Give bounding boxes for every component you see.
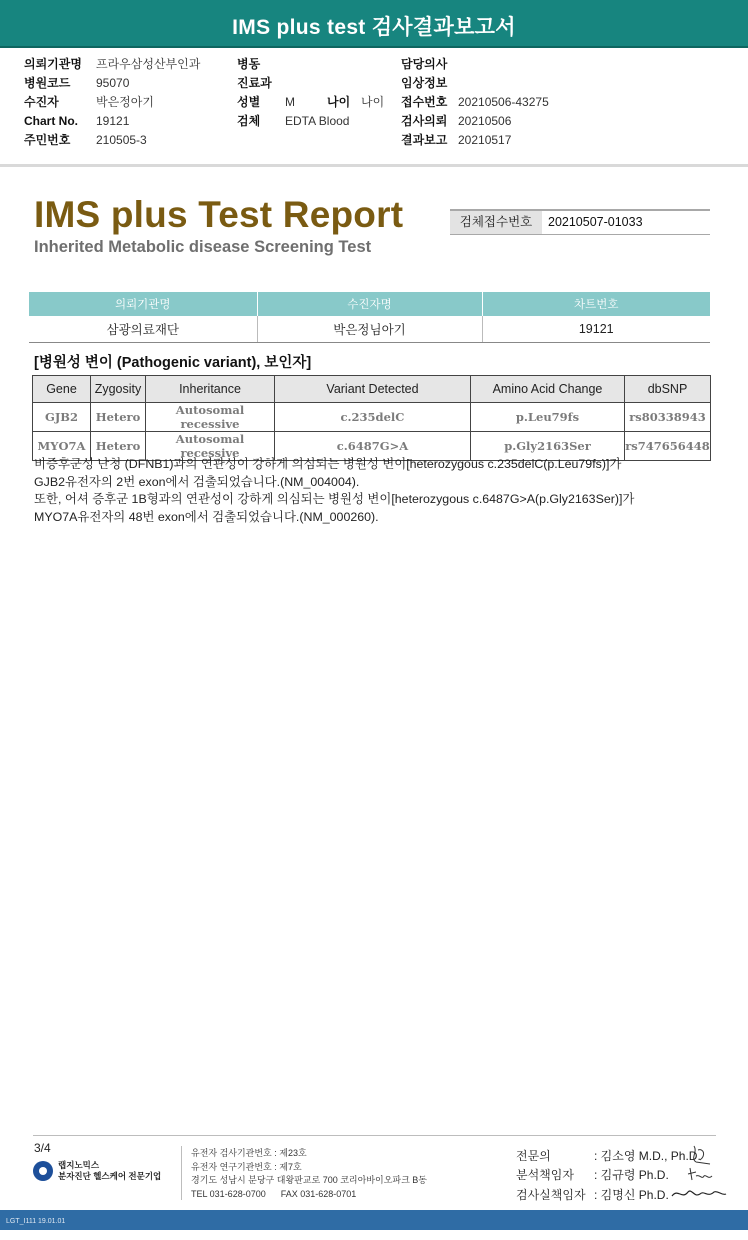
variant-header: Inheritance: [146, 376, 275, 403]
header-column-2: [237, 55, 384, 131]
variant-cell: GJB2: [33, 403, 91, 432]
header-key: Chart No.: [24, 114, 78, 128]
footer-divider: [33, 1135, 716, 1136]
variant-cell: p.Leu79fs: [471, 403, 625, 432]
header-key: 결과보고: [401, 133, 448, 147]
company-logo: [33, 1160, 161, 1182]
banner-title: IMS plus test 검사결과보고서: [232, 16, 516, 39]
header-value: 210505-3: [96, 133, 147, 147]
header-value: 20210506-43275: [458, 95, 549, 109]
signer-name: : 김규령 Ph.D.: [594, 1168, 669, 1182]
info-cell: 삼광의료재단: [29, 316, 257, 342]
header-value: 프라우삼성산부인과: [96, 57, 201, 71]
logo-icon: [33, 1161, 53, 1181]
license-info: [191, 1147, 427, 1201]
variant-cell: c.6487G>A: [275, 432, 471, 461]
form-code: LGT_I111 19.01.01: [6, 1218, 66, 1225]
report-title: IMS plus Test Report: [34, 194, 404, 235]
accession-box: [450, 209, 710, 235]
variant-header: dbSNP: [625, 376, 711, 403]
info-header: 의뢰기관명: [29, 292, 257, 316]
header-value: 박은정아기: [96, 95, 154, 109]
info-cell: 박은정님아기: [257, 316, 482, 342]
variant-table: [32, 375, 711, 461]
interpretation-line: MYO7A유전자의 48번 exon에서 검출되었습니다.(NM_000260).: [34, 509, 379, 524]
header-key: 담당의사: [401, 57, 448, 71]
report-subtitle: Inherited Metabolic disease Screening Test: [34, 238, 372, 256]
header-key: 병동: [237, 57, 261, 71]
variant-cell: p.Gly2163Ser: [471, 432, 625, 461]
accession-label: 검체접수번호: [450, 211, 542, 234]
variant-cell: Hetero: [91, 432, 146, 461]
header-divider: [0, 164, 748, 167]
header-value: 19121: [96, 114, 130, 128]
signature-3: [668, 1182, 730, 1204]
signer-role: 검사실책임자: [516, 1188, 586, 1202]
interpretation-line: GJB2유전자의 2번 exon에서 검출되었습니다.(NM_004004).: [34, 474, 360, 489]
header-value: M: [285, 95, 295, 109]
header-value: 20210517: [458, 133, 512, 147]
signer-row: [516, 1147, 701, 1164]
age-key: 나이: [327, 95, 351, 109]
interpretation-line: 또한, 어셔 증후군 1B형과의 연관성이 강하게 의심되는 병원성 변이[heterozygous c.6487G>A(p.Gly2163Ser)]가: [34, 492, 635, 506]
variant-cell: Hetero: [91, 403, 146, 432]
footer-vertical-divider: [181, 1146, 182, 1200]
header-key: 수진자: [24, 95, 59, 109]
variant-header-row: [33, 376, 711, 403]
header-value: 95070: [96, 76, 130, 90]
header-value: 20210506: [458, 114, 512, 128]
info-value-row: [29, 316, 710, 342]
header-key: 검체: [237, 114, 261, 128]
header-key: 의뢰기관명: [24, 57, 82, 71]
variant-header: Zygosity: [91, 376, 146, 403]
variant-cell: MYO7A: [33, 432, 91, 461]
license-line: 유전자 검사기관번호 : 제23호: [191, 1148, 307, 1158]
variant-header: Amino Acid Change: [471, 376, 625, 403]
license-line: 유전자 연구기관번호 : 제7호: [191, 1161, 302, 1172]
info-header: 차트번호: [482, 292, 710, 316]
header-column-1: [24, 55, 200, 150]
signer-role: 전문의: [516, 1149, 551, 1163]
signer-row: [516, 1186, 669, 1203]
header-key: 진료과: [237, 76, 272, 90]
logo-name: 랩지노믹스: [58, 1160, 100, 1170]
variant-cell: rs80338943: [625, 403, 711, 432]
age-value: 나이: [361, 95, 385, 109]
header-key: 검사의뢰: [401, 114, 448, 128]
interpretation-line: 비증후군성 난청 (DFNB1)과의 연관성이 강하게 의심되는 병원성 변이[heterozygous c.235delC(p.Leu79fs)]가: [34, 457, 622, 471]
table-row: [33, 403, 711, 432]
license-line: TEL 031-628-0700 FAX 031-628-0701: [191, 1188, 357, 1199]
accession-value: 20210507-01033: [548, 215, 643, 229]
variant-cell: Autosomal recessive: [146, 403, 275, 432]
variant-cell: rs747656448: [625, 432, 711, 461]
header-key: 임상정보: [401, 76, 448, 90]
header-key: 병원코드: [24, 76, 71, 90]
signer-role: 분석책임자: [516, 1168, 574, 1182]
variant-header: Variant Detected: [275, 376, 471, 403]
interpretation-text: [34, 456, 724, 526]
signer-name: : 김명신 Ph.D.: [594, 1188, 669, 1202]
logo-tagline: 분자진단 헬스케어 전문기업: [58, 1171, 162, 1181]
title-banner: [0, 0, 748, 48]
license-line: 경기도 성남시 분당구 대왕판교로 700 코리아바이오파크 B동: [191, 1175, 427, 1185]
header-key: 접수번호: [401, 95, 448, 109]
footer-bar: [0, 1210, 748, 1230]
section-title: [병원성 변이 (Pathogenic variant), 보인자]: [34, 355, 312, 371]
variant-cell: c.235delC: [275, 403, 471, 432]
info-cell: 19121: [482, 316, 710, 342]
patient-info-table: [29, 292, 710, 343]
signer-row: [516, 1166, 669, 1183]
header-value: EDTA Blood: [285, 114, 350, 128]
header-key: 주민번호: [24, 133, 71, 147]
info-header-row: [29, 292, 710, 316]
header-column-3: [401, 55, 549, 150]
header-key: 성별: [237, 95, 261, 109]
info-header: 수진자명: [257, 292, 482, 316]
signer-name: : 김소영 M.D., Ph.D.: [594, 1149, 701, 1163]
variant-header: Gene: [33, 376, 91, 403]
variant-cell: Autosomal recessive: [146, 432, 275, 461]
page-number: 3/4: [34, 1141, 51, 1155]
